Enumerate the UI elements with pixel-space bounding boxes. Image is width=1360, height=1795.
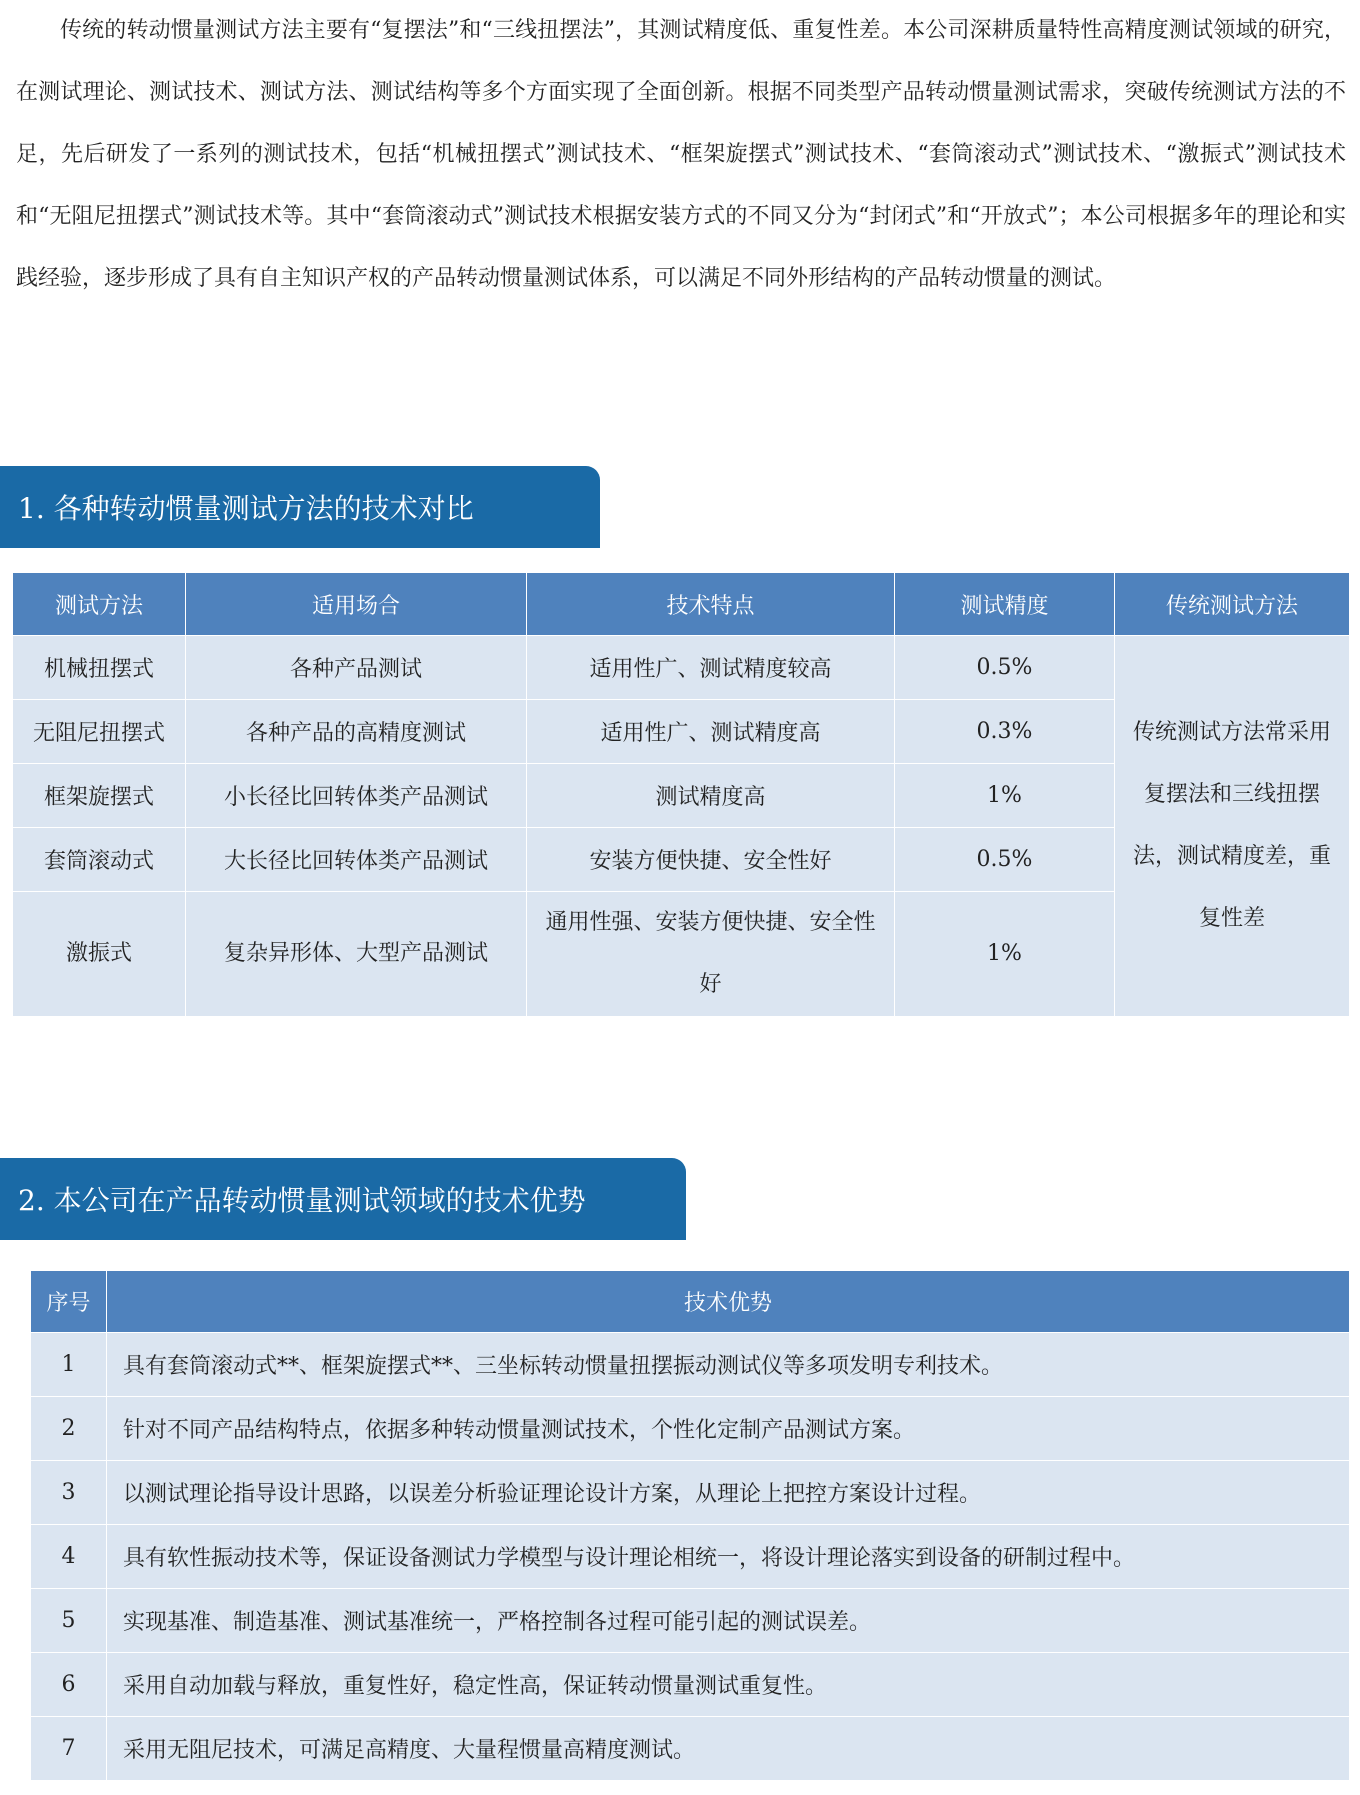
advantages-table: [30, 1270, 1350, 1781]
table-row: [31, 1333, 1350, 1397]
features-cell: 测试精度高: [527, 764, 895, 828]
accuracy-cell: 0.5%: [895, 828, 1115, 892]
features-cell: 通用性强、安装方便快捷、安全性好: [527, 892, 895, 1017]
section-1-title: 1. 各种转动惯量测试方法的技术对比: [18, 492, 474, 525]
application-cell: 小长径比回转体类产品测试: [186, 764, 527, 828]
section-2-header: [0, 1158, 686, 1240]
advantage-cell: 实现基准、制造基准、测试基准统一，严格控制各过程可能引起的测试误差。: [107, 1589, 1350, 1653]
accuracy-cell: 1%: [895, 764, 1115, 828]
advantage-cell: 具有软性振动技术等，保证设备测试力学模型与设计理论相统一，将设计理论落实到设备的研制过程中。: [107, 1525, 1350, 1589]
comparison-header-row: [13, 573, 1350, 636]
table-row: [31, 1589, 1350, 1653]
application-cell: 各种产品的高精度测试: [186, 700, 527, 764]
col-header-features: 技术特点: [527, 573, 895, 636]
accuracy-cell: 0.3%: [895, 700, 1115, 764]
table-row: [31, 1397, 1350, 1461]
comparison-table: [12, 572, 1350, 1017]
method-cell: 套筒滚动式: [13, 828, 186, 892]
advantage-cell: 具有套筒滚动式**、框架旋摆式**、三坐标转动惯量扭摆振动测试仪等多项发明专利技术。: [107, 1333, 1350, 1397]
index-cell: 7: [31, 1717, 107, 1781]
col-header-advantage: 技术优势: [107, 1271, 1350, 1333]
section-2-title: 2. 本公司在产品转动惯量测试领域的技术优势: [18, 1184, 586, 1217]
method-cell: 机械扭摆式: [13, 636, 186, 700]
col-header-method: 测试方法: [13, 573, 186, 636]
features-cell: 适用性广、测试精度较高: [527, 636, 895, 700]
index-cell: 4: [31, 1525, 107, 1589]
col-header-application: 适用场合: [186, 573, 527, 636]
index-cell: 6: [31, 1653, 107, 1717]
index-cell: 2: [31, 1397, 107, 1461]
advantage-cell: 以测试理论指导设计思路，以误差分析验证理论设计方案，从理论上把控方案设计过程。: [107, 1461, 1350, 1525]
method-cell: 框架旋摆式: [13, 764, 186, 828]
advantage-cell: 采用无阻尼技术，可满足高精度、大量程惯量高精度测试。: [107, 1717, 1350, 1781]
application-cell: 各种产品测试: [186, 636, 527, 700]
features-cell: 适用性广、测试精度高: [527, 700, 895, 764]
advantage-cell: 针对不同产品结构特点，依据多种转动惯量测试技术，个性化定制产品测试方案。: [107, 1397, 1350, 1461]
table-row: [31, 1461, 1350, 1525]
application-cell: 复杂异形体、大型产品测试: [186, 892, 527, 1017]
intro-paragraph: 传统的转动惯量测试方法主要有“复摆法”和“三线扭摆法”，其测试精度低、重复性差。本公司深耕质量特性高精度测试领域的研究，在测试理论、测试技术、测试方法、测试结构等多个方面实现了全面创新。根据不同类型产品转动惯量测试需求，突破传统测试方法的不足，先后研发了一系列的测试技术，包括“机械扭摆式”测试技术、“框架旋摆式”测试技术、“套筒滚动式”测试技术、“激振式”测试技术和“无阻尼扭摆式”测试技术等。其中“套筒滚动式”测试技术根据安装方式的不同又分为“封闭式”和“开放式”；本公司根据多年的理论和实践经验，逐步形成了具有自主知识产权的产品转动惯量测试体系，可以满足不同外形结构的产品转动惯量的测试。: [16, 18, 1346, 291]
table-row: [31, 1717, 1350, 1781]
advantage-cell: 采用自动加载与释放，重复性好，稳定性高，保证转动惯量测试重复性。: [107, 1653, 1350, 1717]
index-cell: 3: [31, 1461, 107, 1525]
col-header-accuracy: 测试精度: [895, 573, 1115, 636]
section-1-header: [0, 466, 600, 548]
accuracy-cell: 0.5%: [895, 636, 1115, 700]
table-row: [31, 1525, 1350, 1589]
col-header-traditional: 传统测试方法: [1115, 573, 1350, 636]
advantages-header-row: [31, 1271, 1350, 1333]
method-cell: 激振式: [13, 892, 186, 1017]
table-row: [31, 1653, 1350, 1717]
application-cell: 大长径比回转体类产品测试: [186, 828, 527, 892]
col-header-index: 序号: [31, 1271, 107, 1333]
method-cell: 无阻尼扭摆式: [13, 700, 186, 764]
index-cell: 1: [31, 1333, 107, 1397]
traditional-method-cell: 传统测试方法常采用复摆法和三线扭摆法，测试精度差，重复性差: [1115, 636, 1350, 1017]
index-cell: 5: [31, 1589, 107, 1653]
features-cell: 安装方便快捷、安全性好: [527, 828, 895, 892]
accuracy-cell: 1%: [895, 892, 1115, 1017]
table-row: [13, 636, 1350, 700]
